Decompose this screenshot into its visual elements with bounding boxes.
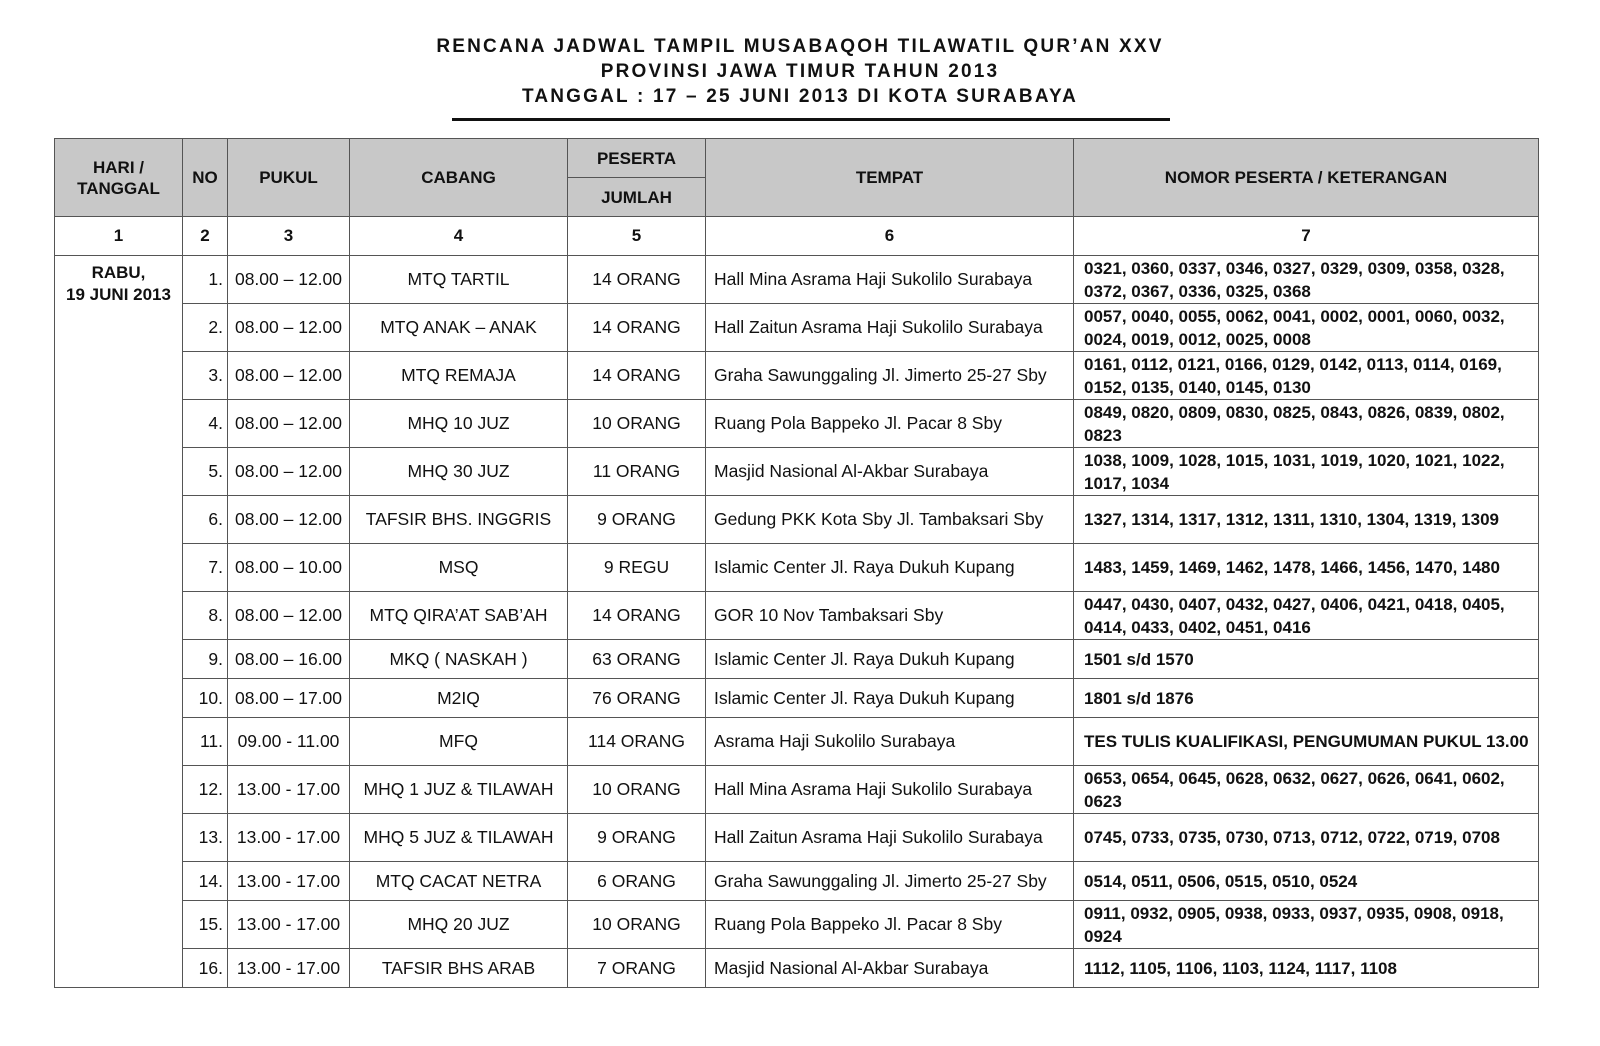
cell-keterangan: 0911, 0932, 0905, 0938, 0933, 0937, 0935, 0908, 0918, 0924 [1074, 901, 1539, 949]
cell-cabang: TAFSIR BHS. INGGRIS [350, 496, 568, 544]
cell-jumlah: 10 ORANG [568, 766, 706, 814]
cell-no: 3. [183, 352, 228, 400]
table-row [55, 718, 1539, 766]
column-number: 6 [706, 217, 1074, 256]
table-row [55, 679, 1539, 718]
column-number: 1 [55, 217, 183, 256]
cell-pukul: 08.00 – 12.00 [228, 496, 350, 544]
cell-tempat: Islamic Center Jl. Raya Dukuh Kupang [706, 640, 1074, 679]
day-name: RABU, [91, 263, 146, 282]
cell-keterangan: 1501 s/d 1570 [1074, 640, 1539, 679]
cell-no: 13. [183, 814, 228, 862]
cell-cabang: MHQ 5 JUZ & TILAWAH [350, 814, 568, 862]
cell-tempat: Hall Mina Asrama Haji Sukolilo Surabaya [706, 256, 1074, 304]
cell-no: 7. [183, 544, 228, 592]
column-number: 4 [350, 217, 568, 256]
cell-no: 16. [183, 949, 228, 988]
cell-cabang: MTQ ANAK – ANAK [350, 304, 568, 352]
cell-cabang: MHQ 30 JUZ [350, 448, 568, 496]
cell-cabang: MHQ 1 JUZ & TILAWAH [350, 766, 568, 814]
cell-tempat: Gedung PKK Kota Sby Jl. Tambaksari Sby [706, 496, 1074, 544]
cell-tempat: Asrama Haji Sukolilo Surabaya [706, 718, 1074, 766]
table-row [55, 496, 1539, 544]
cell-keterangan: 0447, 0430, 0407, 0432, 0427, 0406, 0421, 0418, 0405, 0414, 0433, 0402, 0451, 0416 [1074, 592, 1539, 640]
cell-no: 15. [183, 901, 228, 949]
cell-keterangan: 0057, 0040, 0055, 0062, 0041, 0002, 0001, 0060, 0032, 0024, 0019, 0012, 0025, 0008 [1074, 304, 1539, 352]
day-date: 19 JUNI 2013 [66, 285, 171, 304]
header-keterangan: NOMOR PESERTA / KETERANGAN [1074, 139, 1539, 217]
cell-keterangan: 1801 s/d 1876 [1074, 679, 1539, 718]
cell-jumlah: 14 ORANG [568, 256, 706, 304]
header-tempat: TEMPAT [706, 139, 1074, 217]
header-no: NO [183, 139, 228, 217]
cell-cabang: M2IQ [350, 679, 568, 718]
cell-pukul: 08.00 – 12.00 [228, 448, 350, 496]
table-row [55, 448, 1539, 496]
cell-pukul: 13.00 - 17.00 [228, 901, 350, 949]
table-row [55, 766, 1539, 814]
cell-no: 6. [183, 496, 228, 544]
cell-tempat: Masjid Nasional Al-Akbar Surabaya [706, 949, 1074, 988]
title-line-2: PROVINSI JAWA TIMUR TAHUN 2013 [600, 61, 1000, 82]
table-row [55, 304, 1539, 352]
cell-tempat: Islamic Center Jl. Raya Dukuh Kupang [706, 544, 1074, 592]
cell-cabang: MTQ QIRA’AT SAB’AH [350, 592, 568, 640]
cell-pukul: 08.00 – 12.00 [228, 304, 350, 352]
cell-keterangan: 0745, 0733, 0735, 0730, 0713, 0712, 0722, 0719, 0708 [1074, 814, 1539, 862]
title-underline [452, 118, 1170, 121]
cell-tempat: Graha Sawunggaling Jl. Jimerto 25-27 Sby [706, 862, 1074, 901]
title-line-3: TANGGAL : 17 – 25 JUNI 2013 DI KOTA SURABAYA [521, 86, 1079, 107]
table-row [55, 400, 1539, 448]
document-header [0, 34, 1600, 109]
cell-keterangan: TES TULIS KUALIFIKASI, PENGUMUMAN PUKUL 13.00 [1074, 718, 1539, 766]
cell-no: 11. [183, 718, 228, 766]
table-row [55, 640, 1539, 679]
cell-keterangan: 1483, 1459, 1469, 1462, 1478, 1466, 1456, 1470, 1480 [1074, 544, 1539, 592]
cell-cabang: MSQ [350, 544, 568, 592]
cell-keterangan: 1038, 1009, 1028, 1015, 1031, 1019, 1020, 1021, 1022, 1017, 1034 [1074, 448, 1539, 496]
table-row [55, 949, 1539, 988]
cell-keterangan: 0321, 0360, 0337, 0346, 0327, 0329, 0309, 0358, 0328, 0372, 0367, 0336, 0325, 0368 [1074, 256, 1539, 304]
cell-pukul: 08.00 – 12.00 [228, 400, 350, 448]
cell-keterangan: 0514, 0511, 0506, 0515, 0510, 0524 [1074, 862, 1539, 901]
cell-keterangan: 0849, 0820, 0809, 0830, 0825, 0843, 0826, 0839, 0802, 0823 [1074, 400, 1539, 448]
cell-jumlah: 14 ORANG [568, 352, 706, 400]
cell-pukul: 08.00 – 12.00 [228, 592, 350, 640]
cell-tempat: Hall Mina Asrama Haji Sukolilo Surabaya [706, 766, 1074, 814]
cell-keterangan: 0653, 0654, 0645, 0628, 0632, 0627, 0626, 0641, 0602, 0623 [1074, 766, 1539, 814]
cell-no: 5. [183, 448, 228, 496]
cell-pukul: 13.00 - 17.00 [228, 766, 350, 814]
cell-jumlah: 114 ORANG [568, 718, 706, 766]
cell-pukul: 09.00 - 11.00 [228, 718, 350, 766]
cell-pukul: 08.00 – 12.00 [228, 256, 350, 304]
cell-no: 9. [183, 640, 228, 679]
cell-keterangan: 1327, 1314, 1317, 1312, 1311, 1310, 1304, 1319, 1309 [1074, 496, 1539, 544]
column-number: 7 [1074, 217, 1539, 256]
cell-cabang: MTQ CACAT NETRA [350, 862, 568, 901]
cell-jumlah: 11 ORANG [568, 448, 706, 496]
cell-no: 10. [183, 679, 228, 718]
cell-cabang: MFQ [350, 718, 568, 766]
table-row [55, 814, 1539, 862]
column-number-row [55, 217, 1539, 256]
cell-jumlah: 14 ORANG [568, 592, 706, 640]
cell-cabang: MHQ 10 JUZ [350, 400, 568, 448]
cell-no: 4. [183, 400, 228, 448]
cell-tempat: Masjid Nasional Al-Akbar Surabaya [706, 448, 1074, 496]
cell-cabang: MHQ 20 JUZ [350, 901, 568, 949]
header-jumlah: JUMLAH [568, 178, 706, 217]
cell-no: 2. [183, 304, 228, 352]
cell-jumlah: 6 ORANG [568, 862, 706, 901]
table-row [55, 544, 1539, 592]
column-number: 3 [228, 217, 350, 256]
cell-pukul: 08.00 – 17.00 [228, 679, 350, 718]
cell-tempat: Hall Zaitun Asrama Haji Sukolilo Surabaya [706, 304, 1074, 352]
cell-tempat: Hall Zaitun Asrama Haji Sukolilo Surabaya [706, 814, 1074, 862]
header-peserta: PESERTA [568, 139, 706, 178]
cell-jumlah: 63 ORANG [568, 640, 706, 679]
title-line-1: RENCANA JADWAL TAMPIL MUSABAQOH TILAWATIL QUR’AN XXV [436, 36, 1164, 57]
cell-jumlah: 9 ORANG [568, 496, 706, 544]
cell-keterangan: 0161, 0112, 0121, 0166, 0129, 0142, 0113, 0114, 0169, 0152, 0135, 0140, 0145, 0130 [1074, 352, 1539, 400]
cell-pukul: 13.00 - 17.00 [228, 949, 350, 988]
table-row [55, 592, 1539, 640]
cell-cabang: TAFSIR BHS ARAB [350, 949, 568, 988]
column-number: 5 [568, 217, 706, 256]
cell-jumlah: 9 REGU [568, 544, 706, 592]
cell-pukul: 08.00 – 12.00 [228, 352, 350, 400]
cell-tempat: Ruang Pola Bappeko Jl. Pacar 8 Sby [706, 901, 1074, 949]
header-pukul: PUKUL [228, 139, 350, 217]
header-cabang: CABANG [350, 139, 568, 217]
schedule-table [54, 138, 1539, 988]
cell-no: 14. [183, 862, 228, 901]
cell-tempat: GOR 10 Nov Tambaksari Sby [706, 592, 1074, 640]
cell-no: 1. [183, 256, 228, 304]
cell-jumlah: 76 ORANG [568, 679, 706, 718]
column-number: 2 [183, 217, 228, 256]
table-row [55, 256, 1539, 304]
cell-cabang: MKQ ( NASKAH ) [350, 640, 568, 679]
cell-tempat: Islamic Center Jl. Raya Dukuh Kupang [706, 679, 1074, 718]
cell-no: 12. [183, 766, 228, 814]
cell-jumlah: 9 ORANG [568, 814, 706, 862]
cell-pukul: 13.00 - 17.00 [228, 814, 350, 862]
cell-pukul: 13.00 - 17.00 [228, 862, 350, 901]
cell-no: 8. [183, 592, 228, 640]
cell-jumlah: 10 ORANG [568, 400, 706, 448]
cell-pukul: 08.00 – 10.00 [228, 544, 350, 592]
cell-cabang: MTQ REMAJA [350, 352, 568, 400]
cell-cabang: MTQ TARTIL [350, 256, 568, 304]
header-hari-tanggal: HARI / TANGGAL [55, 139, 183, 217]
table-row [55, 901, 1539, 949]
cell-jumlah: 10 ORANG [568, 901, 706, 949]
cell-tempat: Ruang Pola Bappeko Jl. Pacar 8 Sby [706, 400, 1074, 448]
cell-pukul: 08.00 – 16.00 [228, 640, 350, 679]
table-row [55, 862, 1539, 901]
day-cell [55, 256, 183, 988]
cell-keterangan: 1112, 1105, 1106, 1103, 1124, 1117, 1108 [1074, 949, 1539, 988]
cell-jumlah: 7 ORANG [568, 949, 706, 988]
cell-tempat: Graha Sawunggaling Jl. Jimerto 25-27 Sby [706, 352, 1074, 400]
cell-jumlah: 14 ORANG [568, 304, 706, 352]
table-row [55, 352, 1539, 400]
